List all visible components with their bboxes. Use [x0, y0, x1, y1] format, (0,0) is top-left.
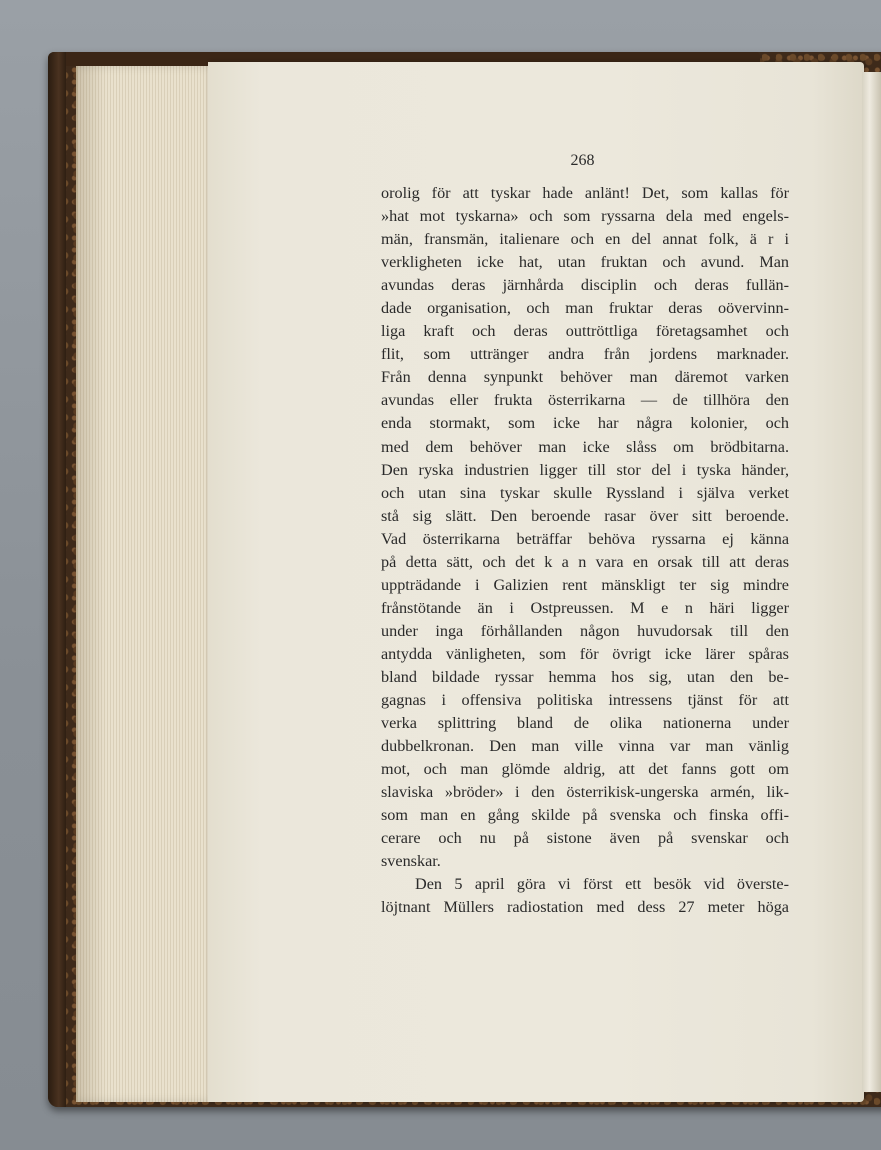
book-spine-edge — [48, 52, 66, 1107]
page-body-text — [381, 182, 789, 920]
page-right-edge — [862, 72, 881, 1092]
text-line: orolig för att tyskar hade anlänt! Det, som kallas för — [381, 184, 789, 202]
text-line: svenskar. — [381, 852, 441, 871]
text-line: dade organisation, och man fruktar deras oövervinn- — [381, 299, 789, 318]
text-line: gagnas i offensiva politiska intressens tjänst för att — [381, 691, 789, 710]
text-line: cerare och nu på sistone även på svenskar och — [381, 829, 789, 848]
text-line: liga kraft och deras outtröttliga företagsamhet och — [381, 322, 789, 341]
text-line: och utan sina tyskar skulle Ryssland i själva verket — [381, 483, 789, 502]
text-line: Den 5 april göra vi först ett besök vid överste- — [415, 875, 789, 894]
text-line: Den ryska industrien ligger till stor del i tyska händer, — [381, 460, 789, 479]
text-line: mot, och man glömde aldrig, att det fanns gott om — [381, 760, 789, 779]
page-block-shadow — [76, 66, 106, 1102]
text-line: på detta sätt, och det k a n vara en orsak till att deras — [381, 552, 789, 571]
text-line: under inga förhållanden någon huvudorsak till den — [381, 621, 789, 640]
text-line: »hat mot tyskarna» och som ryssarna dela med engels- — [381, 207, 789, 226]
text-line: som man en gång skilde på svenska och finska offi- — [381, 806, 789, 825]
text-line: med dem behöver man icke slåss om brödbitarna. — [381, 437, 789, 456]
text-line: löjtnant Müllers radiostation med dess 27 meter höga — [381, 898, 789, 917]
text-line: Från denna synpunkt behöver man däremot varken — [381, 368, 789, 387]
text-line: Vad österrikarna beträffar behöva ryssarna ej känna — [381, 529, 789, 548]
text-line: avundas eller frukta österrikarna — de tillhöra den — [381, 391, 789, 410]
page-number-text: 268 — [570, 152, 595, 169]
text-line: antydda vänligheten, som för övrigt icke lärer spåras — [381, 644, 789, 663]
text-line: flit, som uttränger andra från jordens marknader. — [381, 345, 789, 364]
page-number — [0, 152, 881, 170]
text-line: slaviska »bröder» i den österrikisk-ungerska armén, lik- — [381, 783, 789, 802]
text-line: avundas deras järnhårda disciplin och deras fullän- — [381, 276, 789, 295]
text-line: stå sig slätt. Den beroende rasar över sitt beroende. — [381, 506, 789, 525]
text-line: bland bildade ryssar hemma hos sig, utan den be- — [381, 667, 789, 686]
text-line: uppträdande i Galizien rent mänskligt ter sig mindre — [381, 575, 789, 594]
text-line: dubbelkronan. Den man ville vinna var man vänlig — [381, 737, 789, 756]
text-line: verkligheten icke hat, utan fruktan och avund. Man — [381, 253, 789, 272]
text-line: enda stormakt, som icke har några kolonier, och — [381, 414, 789, 433]
text-line: frånstötande än i Ostpreussen. M e n häri ligger — [381, 598, 789, 617]
text-line: verka splittring bland de olika nationerna under — [381, 714, 789, 733]
text-line: män, fransmän, italienare och en del annat folk, ä r i — [381, 230, 789, 249]
